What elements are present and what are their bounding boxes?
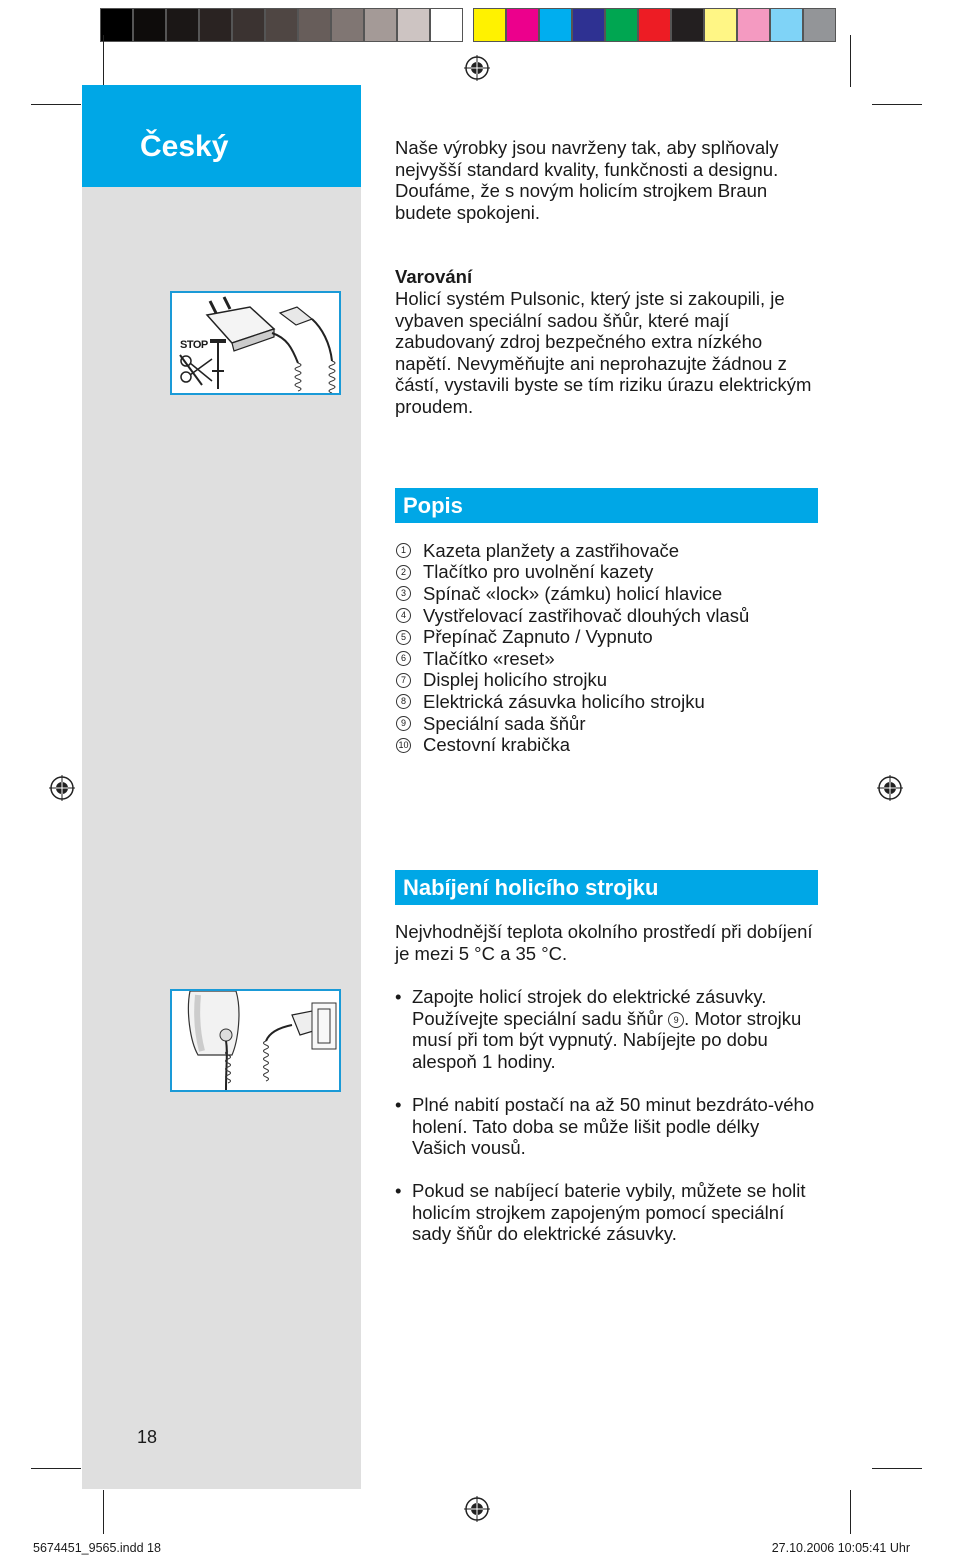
crop-mark [872,104,922,105]
registration-mark-icon [464,1496,490,1522]
color-bar-gap [463,8,473,42]
footer-file-info: 5674451_9565.indd 18 [33,1541,161,1555]
crop-mark [872,1468,922,1469]
bullet-text [412,986,817,1072]
item-number: 2 [396,565,411,580]
color-swatch [737,8,770,42]
color-swatch [199,8,232,42]
item-number: 5 [396,630,411,645]
warning-text: Holicí systém Pulsonic, který jste si zakoupili, je vybaven speciální sadou šňůr, které mají zabudovaný zdroj bezpečného extra nízkého napětí. Nevyměňujte ani neprohazujte žádnou z částí, vystavili byste se tím riziku úrazu elektrickým proudem. [395,288,812,417]
parts-list-item [395,648,749,670]
bullet-text-part: Zapojte holicí strojek do elektrické zásuvky. Používejte speciální sadu šňůr [412,986,767,1029]
parts-list-item [395,691,749,713]
item-label: Tlačítko «reset» [423,647,555,669]
intro-paragraph: Naše výrobky jsou navrženy tak, aby splňovaly nejvyšší standard kvality, funkčnosti a designu. Doufáme, že s novým holicím strojkem Braun budete spokojeni. [395,137,779,223]
crop-mark [31,104,81,105]
description-section-title: Popis [403,493,463,518]
crop-mark [850,1490,851,1534]
color-swatch [638,8,671,42]
parts-list-item [395,670,749,692]
item-label: Elektrická zásuvka holicího strojku [423,690,705,712]
charging-illustration [170,989,341,1092]
color-swatch [133,8,166,42]
color-swatch [704,8,737,42]
color-swatch [605,8,638,42]
bullet-symbol: • [395,986,402,1007]
item-number: 10 [396,738,411,753]
color-calibration-bar [100,8,854,42]
item-label: Vystřelovací zastřihovač dlouhých vlasů [423,604,750,626]
parts-list-item [395,605,749,627]
item-number: 6 [396,651,411,666]
color-swatch [473,8,506,42]
item-number: 1 [396,543,411,558]
item-label: Displej holicího strojku [423,669,608,691]
item-number: 9 [396,716,411,731]
item-label: Spínač «lock» (zámku) holicí hlavice [423,582,723,604]
crop-mark [850,35,851,87]
color-swatch [265,8,298,42]
color-swatch [539,8,572,42]
registration-mark-icon [877,775,903,801]
charging-section-header [395,870,818,905]
color-swatch [770,8,803,42]
color-swatch [430,8,463,42]
charging-section-title: Nabíjení holicího strojku [403,875,659,900]
color-swatch [331,8,364,42]
bullet-text-part: . Motor strojku musí při tom být vypnutý. Nabíjejte po dobu alespoň 1 hodiny. [412,1007,802,1072]
description-section-header [395,488,818,523]
color-swatch [166,8,199,42]
charging-intro: Nejvhodnější teplota okolního prostředí při dobíjení je mezi 5 °C a 35 °C. [395,921,813,964]
color-swatch [397,8,430,42]
color-swatch [803,8,836,42]
color-swatch [298,8,331,42]
color-swatch [671,8,704,42]
item-label: Speciální sada šňůr [423,712,586,734]
bullet-symbol: • [395,1094,402,1115]
parts-list [395,540,749,756]
page-number: 18 [137,1427,158,1447]
footer-timestamp: 27.10.2006 10:05:41 Uhr [771,1541,910,1555]
item-label: Tlačítko pro uvolnění kazety [423,561,654,583]
color-swatch [572,8,605,42]
color-swatch [364,8,397,42]
item-number: 8 [396,694,411,709]
registration-mark-icon [49,775,75,801]
item-number: 3 [396,586,411,601]
color-swatch [232,8,265,42]
crop-mark [31,1468,81,1469]
item-label: Cestovní krabička [423,734,571,756]
parts-list-item [395,562,749,584]
parts-list-item [395,626,749,648]
plug-warning-illustration [170,291,341,395]
bullet-symbol: • [395,1180,402,1201]
shaver-charging-icon [172,991,339,1090]
bullet-text: Plné nabití postačí na až 50 minut bezdráto-vého holení. Tato doba se může lišit podle délky Vašich vousů. [412,1094,815,1159]
item-label: Kazeta planžety a zastřihovače [423,539,680,561]
color-swatch [506,8,539,42]
language-title: Český [140,130,229,163]
item-label: Přepínač Zapnuto / Vypnuto [423,626,653,648]
reference-number: 9 [668,1012,684,1028]
registration-mark-icon [464,55,490,81]
parts-list-item [395,713,749,735]
color-swatch [100,8,133,42]
crop-mark [103,35,104,87]
item-number: 7 [396,673,411,688]
bullet-text: Pokud se nabíjecí baterie vybily, můžete se holit holicím strojkem zapojeným pomocí speciální sady šňůr do elektrické zásuvky. [412,1180,806,1245]
parts-list-item [395,734,749,756]
crop-mark [103,1490,104,1534]
parts-list-item [395,583,749,605]
stop-label: STOP [180,339,208,351]
warning-heading: Varování [395,266,473,287]
parts-list-item [395,540,749,562]
item-number: 4 [396,608,411,623]
